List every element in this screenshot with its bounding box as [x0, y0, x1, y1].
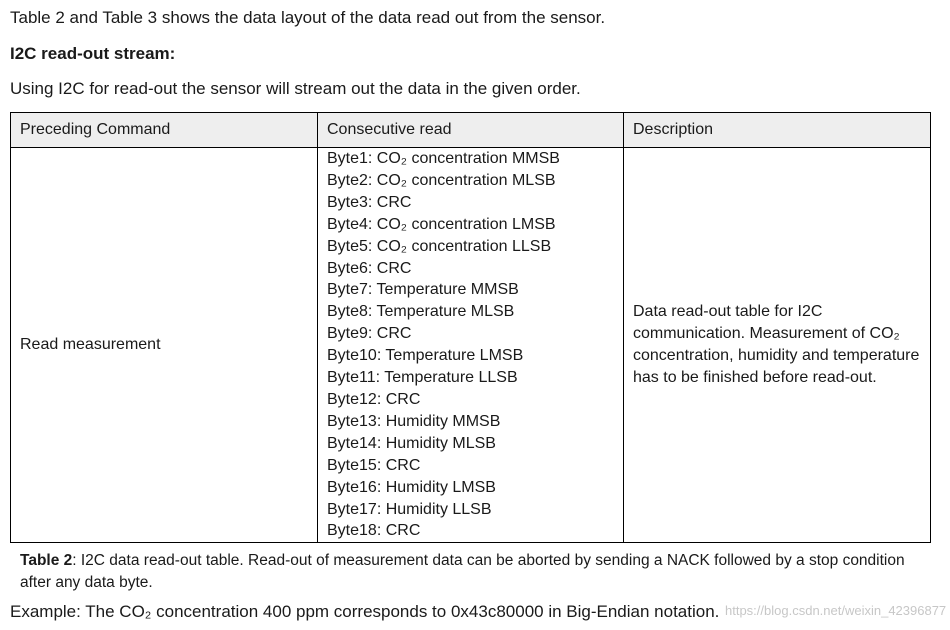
table-caption [20, 550, 930, 594]
byte-item: Byte12: CRC [327, 390, 421, 408]
header-consecutive-read: Consecutive read [318, 113, 624, 148]
section-heading: I2C read-out stream: [10, 44, 176, 63]
description-cell [624, 148, 931, 543]
byte-item: Byte10: Temperature LMSB [327, 347, 524, 365]
section-text: Using I2C for read-out the sensor will stream out the data in the given order. [10, 79, 581, 98]
watermark: https://blog.csdn.net/weixin_42396877 [725, 603, 947, 618]
header-description: Description [624, 113, 931, 148]
byte-item: Byte11: Temperature LLSB [327, 369, 518, 387]
byte-item: Byte8: Temperature MLSB [327, 303, 515, 321]
caption-text: : I2C data read-out table. Read-out of measurement data can be aborted by sending a NACK followed by a stop condition after any data byte. [20, 552, 905, 591]
description-line: communication. Measurement of CO₂ [633, 325, 900, 343]
byte-item: Byte7: Temperature MMSB [327, 281, 519, 299]
readout-table [10, 112, 931, 543]
header-preceding-command: Preceding Command [11, 113, 318, 148]
byte-item: Byte1: CO₂ concentration MMSB [327, 150, 560, 167]
table-header-row [11, 113, 931, 148]
byte-item: Byte6: CRC [327, 259, 412, 277]
description-line: has to be finished before read-out. [633, 369, 877, 387]
intro-text: Table 2 and Table 3 shows the data layout of the data read out from the sensor. [10, 8, 606, 27]
table-row [11, 148, 931, 543]
byte-item: Byte9: CRC [327, 325, 412, 343]
byte-item: Byte17: Humidity LLSB [327, 500, 492, 518]
byte-item: Byte14: Humidity MLSB [327, 434, 496, 452]
byte-item: Byte16: Humidity LMSB [327, 478, 496, 496]
byte-item: Byte3: CRC [327, 193, 412, 211]
description-line: Data read-out table for I2C [633, 303, 823, 321]
byte-item: Byte2: CO₂ concentration MLSB [327, 171, 556, 189]
byte-item: Byte18: CRC [327, 522, 421, 540]
description-line: concentration, humidity and temperature [633, 347, 920, 365]
byte-item: Byte4: CO₂ concentration LMSB [327, 215, 556, 233]
example-text: Example: The CO₂ concentration 400 ppm corresponds to 0x43c80000 in Big-Endian notation. [10, 602, 720, 621]
byte-item: Byte15: CRC [327, 456, 421, 474]
byte-item: Byte13: Humidity MMSB [327, 412, 501, 430]
command-cell: Read measurement [11, 148, 318, 543]
byte-item: Byte5: CO₂ concentration LLSB [327, 237, 552, 255]
caption-label: Table 2 [20, 552, 73, 569]
consecutive-read-cell [318, 148, 624, 543]
